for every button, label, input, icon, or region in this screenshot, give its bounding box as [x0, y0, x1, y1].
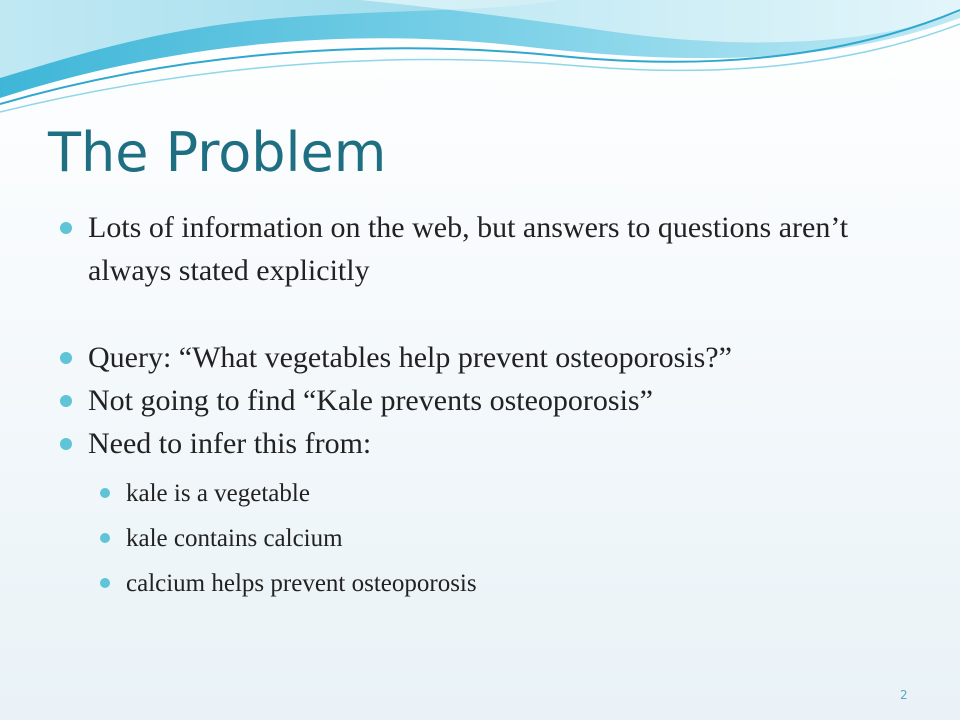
- subbullet-item: [100, 516, 920, 561]
- bullet-icon: [60, 222, 72, 234]
- bullet-list: [60, 206, 920, 606]
- header-wave-decoration: [0, 0, 960, 130]
- subbullet-text: kale is a vegetable: [126, 480, 310, 507]
- subbullet-icon: [100, 533, 110, 543]
- bullet-item: [60, 379, 920, 422]
- subbullet-text: kale contains calcium: [126, 525, 343, 552]
- bullet-text: Lots of information on the web, but answers to questions aren’t always stated explicitly: [88, 211, 849, 287]
- slide-number: 2: [900, 688, 908, 702]
- bullet-text: Query: “What vegetables help prevent osteoporosis?”: [88, 341, 732, 374]
- subbullet-icon: [100, 578, 110, 588]
- bullet-item: [60, 206, 920, 292]
- subbullet-list: [88, 471, 920, 606]
- bullet-item: [60, 422, 920, 606]
- bullet-text: Need to infer this from:: [88, 427, 372, 460]
- bullet-item: [60, 336, 920, 379]
- subbullet-text: calcium helps prevent osteoporosis: [126, 570, 477, 597]
- bullet-icon: [60, 352, 72, 364]
- bullet-icon: [60, 395, 72, 407]
- subbullet-item: [100, 561, 920, 606]
- subbullet-item: [100, 471, 920, 516]
- slide-title: The Problem: [48, 121, 387, 184]
- subbullet-icon: [100, 488, 110, 498]
- bullet-icon: [60, 438, 72, 450]
- bullet-text: Not going to find “Kale prevents osteoporosis”: [88, 384, 653, 417]
